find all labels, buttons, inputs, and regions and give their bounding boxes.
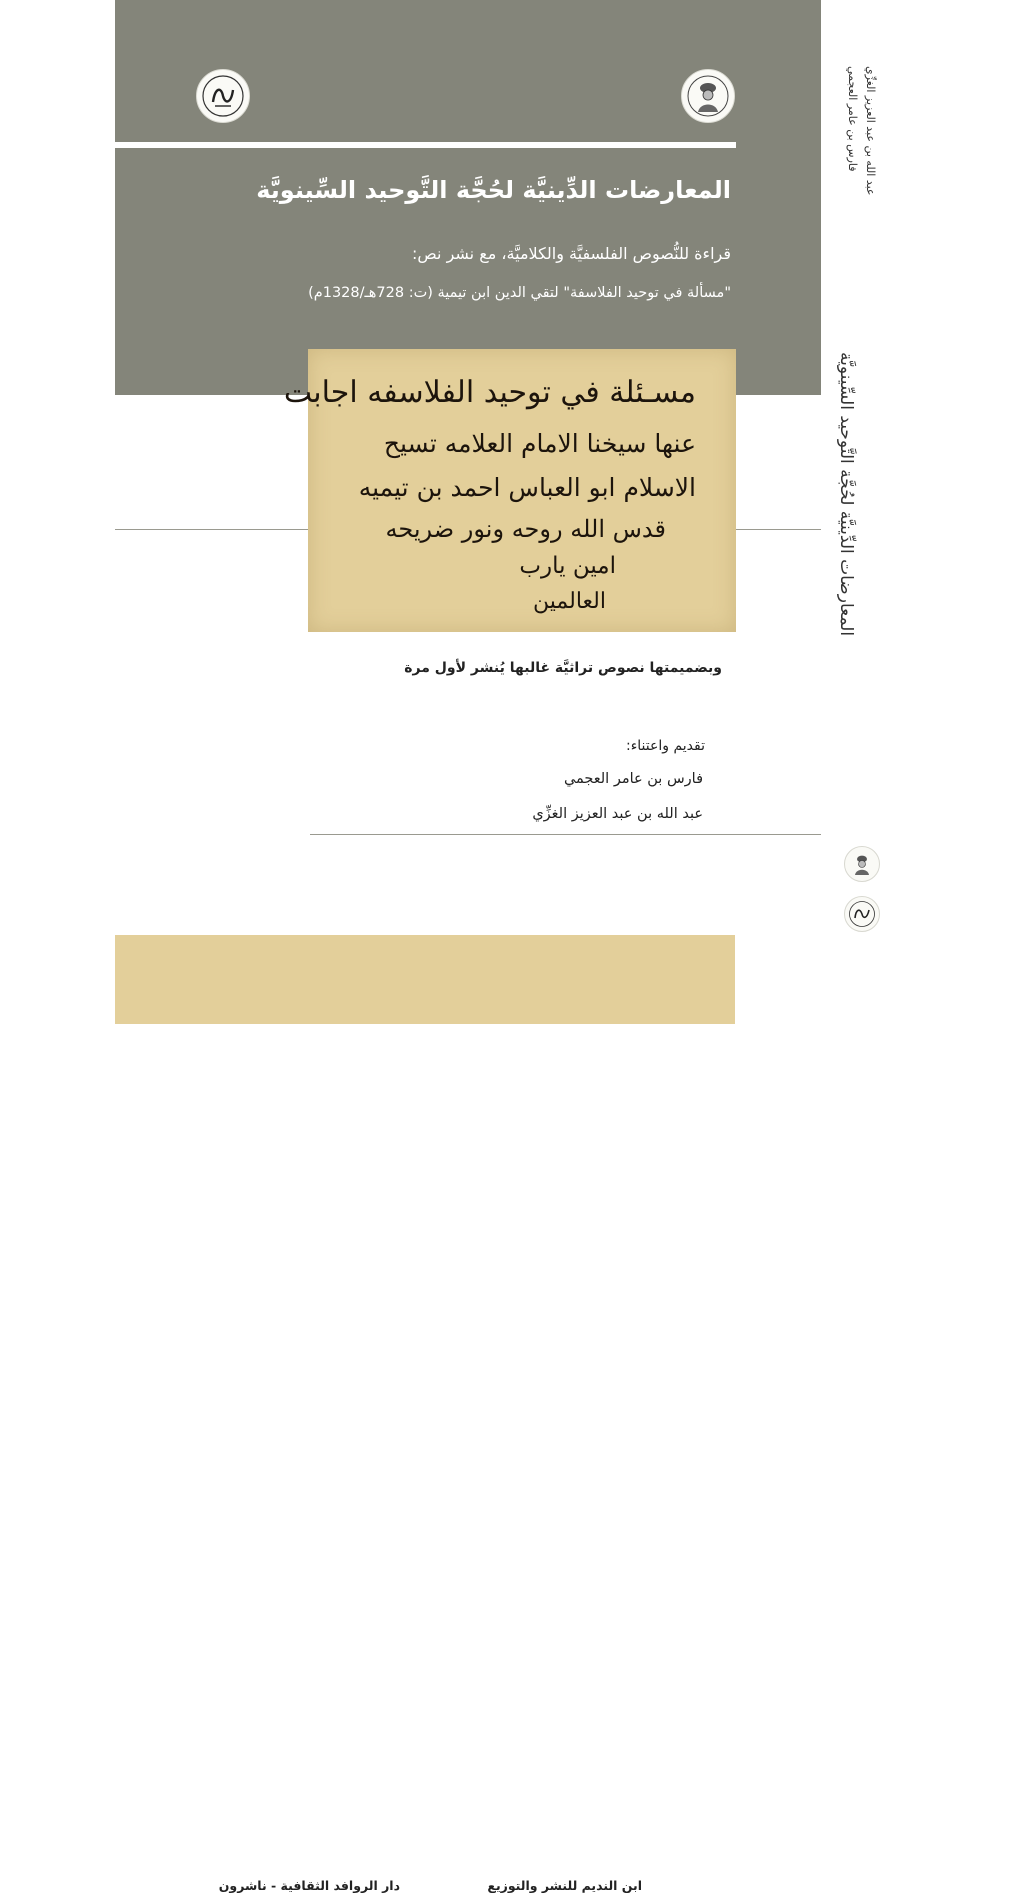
- manuscript-line: قدس الله روحه ونور ضريحه: [385, 515, 666, 543]
- manuscript-line: العالمين: [533, 589, 606, 614]
- rawafed-glyph-small-icon: [848, 900, 876, 928]
- author-name: فارس بن عامر العجمي: [563, 771, 703, 787]
- rawafed-logo-glyph-icon: [201, 74, 245, 118]
- lead-text: وبضميمتها نصوص تراثيَّة غالبها يُنشر لأول مرة: [404, 660, 722, 676]
- lower-rule: [310, 834, 821, 835]
- book-cover: [115, 0, 821, 1893]
- book-spine: [834, 0, 890, 1024]
- author-name: عبد الله بن عبد العزيز الغزِّي: [532, 806, 703, 822]
- spine-title: المعارضات الدِّينيَّة لحُجَّة التَّوحيد السِّينويَّة: [836, 352, 856, 637]
- ibn-alnadim-spine-logo-icon: [844, 846, 880, 882]
- manuscript-line: عنها سيخنا الامام العلامه تسيح: [383, 429, 696, 458]
- manuscript-line: امين يارب: [519, 553, 616, 579]
- spine-author: عبد الله بن عبد العزيز الغزِّي: [864, 66, 877, 196]
- publisher-name: دار الروافد الثقافية - ناشرون: [218, 1878, 400, 1893]
- spine-author: فارس بن عامر العجمي: [846, 66, 859, 172]
- book-subtitle-text: "مسألة في توحيد الفلاسفة" لتقي الدين ابن تيمية (ت: 728هـ/1328م): [308, 285, 731, 301]
- manuscript-line: الاسلام ابو العباس احمد بن تيميه: [358, 473, 696, 502]
- manuscript-line: مسـئلة في توحيد الفلاسفه اجابت: [283, 375, 696, 410]
- book-subtitle: قراءة للنُّصوص الفلسفيَّة والكلاميَّة، مع نشر نص:: [412, 244, 731, 263]
- ibn-alnadim-logo-icon: [681, 69, 735, 123]
- manuscript-image: [283, 349, 736, 632]
- publisher-name: ابن النديم للنشر والتوزيع: [487, 1878, 642, 1893]
- divider-rule: [115, 142, 736, 148]
- rawafed-logo-icon: [196, 69, 250, 123]
- book-title: المعارضات الدِّينيَّة لحُجَّة التَّوحيد السِّينويَّة: [256, 176, 731, 204]
- scholar-portrait-small-icon: [848, 850, 876, 878]
- scholar-portrait-icon: [686, 74, 730, 118]
- intro-label: تقديم واعتناء:: [625, 738, 705, 754]
- rawafed-spine-logo-icon: [844, 896, 880, 932]
- publisher-band: [115, 935, 735, 1893]
